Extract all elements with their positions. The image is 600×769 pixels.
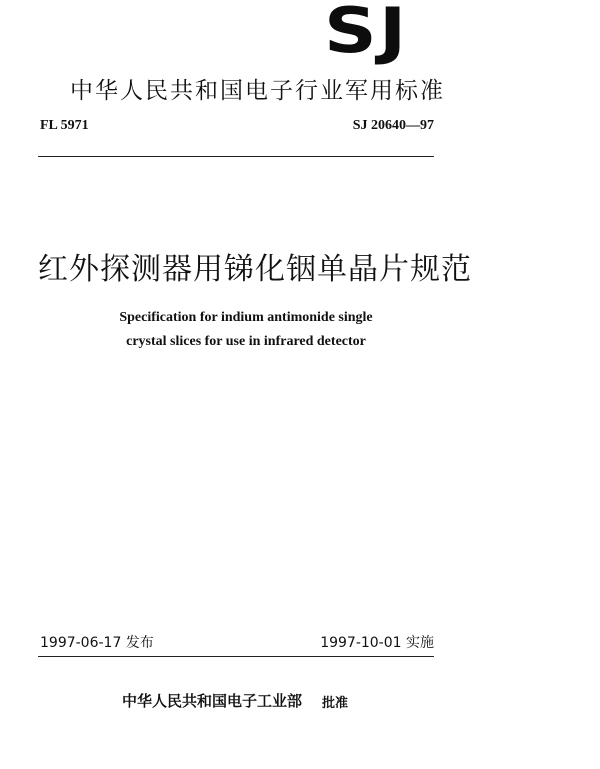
document-title-chinese: 红外探测器用锑化铟单晶片规范 — [38, 252, 472, 287]
sj-logo: SJ — [324, 0, 409, 67]
classification-code: FL 5971 — [40, 118, 89, 133]
standard-number: SJ 20640—97 — [352, 118, 434, 133]
english-title-line-2: crystal slices for use in infrared detector — [126, 334, 366, 349]
standard-category: 中华人民共和国电子行业军用标准 — [70, 78, 445, 104]
approving-authority: 中华人民共和国电子工业部 — [122, 692, 303, 710]
document-title-english — [96, 306, 396, 354]
issue-date: 1997-06-17 发布 — [40, 635, 154, 651]
effective-date: 1997-10-01 实施 — [320, 635, 434, 651]
bottom-divider — [38, 656, 434, 657]
top-divider — [38, 156, 434, 157]
approval-label: 批准 — [322, 696, 349, 711]
english-title-line-1: Specification for indium antimonide single — [119, 310, 373, 325]
